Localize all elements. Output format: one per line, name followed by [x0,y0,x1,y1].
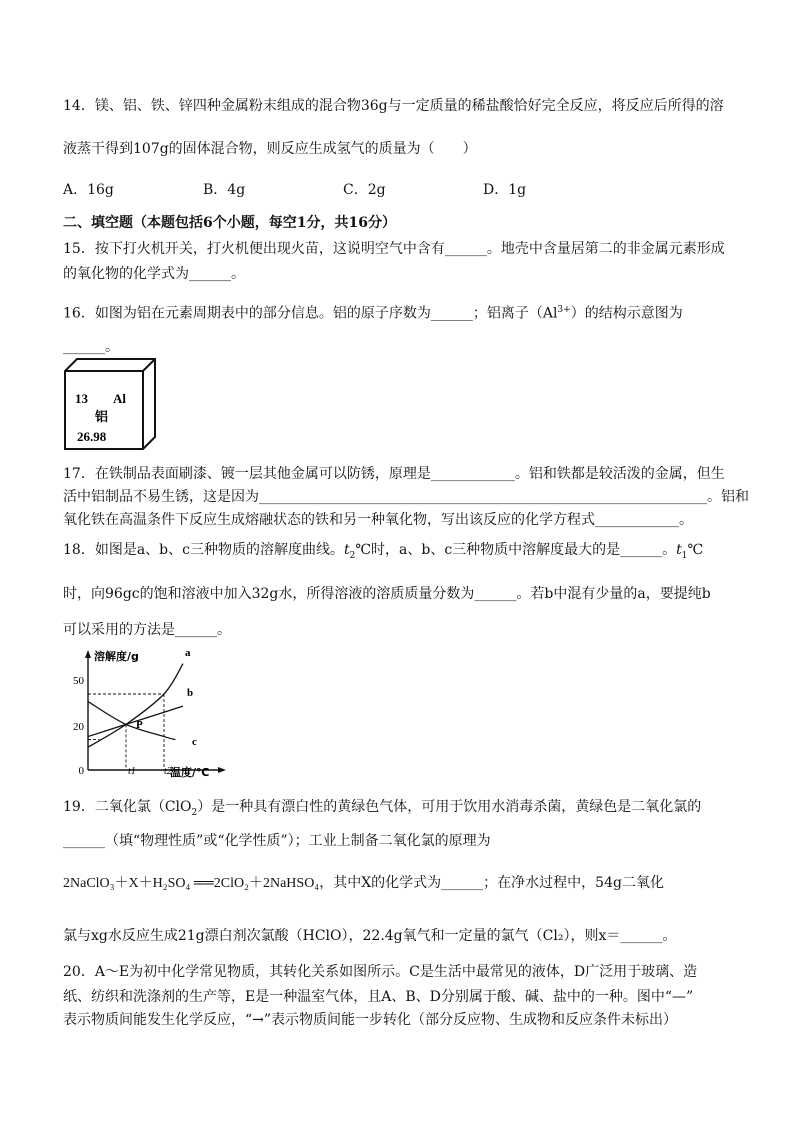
y-axis-label: 溶解度/g [94,650,139,663]
q18-text-b: ℃时，a、b、c三种物质中溶解度最大的是______。 [355,542,677,558]
element-symbol: Al [113,391,126,406]
q19-text-c: ，其中X的化学式为______；在净水过程中，54g二氧化 [319,875,664,891]
series-label-b: b [187,687,194,699]
q19-line4: 氯与xg水反应生成21g漂白剂次氯酸（HClO），22.4g氧气和一定量的氯气（Cl₂），则x＝______。 [63,928,677,944]
q18-line3: 可以采用的方法是______。 [63,622,231,638]
solubility-chart [66,648,230,780]
y-tick-50: 50 [73,675,84,687]
q14-option-a: A．16g [63,182,114,198]
element-mass: 26.98 [77,429,107,444]
q20-line2: 纸、纺织和洗涤剂的生产等，E是一种温室气体，且A、B、D分别属于酸、碱、盐中的一种。图中“—” [63,989,694,1005]
curves [88,664,183,748]
q16-line1 [63,300,683,324]
al-ion-symbol: Al [542,305,558,322]
q18-t1-sub: 1 [681,550,688,561]
q19-line2: ______（填“物理性质”或“化学性质”）；工业上制备二氧化氯的原理为 [63,833,491,849]
q15-line1: 15．按下打火机开关，打火机便出现火苗，这说明空气中含有______。地壳中含量居第二的非金属元素形成 [63,241,725,257]
q18-t1: t [676,542,682,558]
q18-t2-sub: 2 [349,550,356,561]
q17-line2: 活中铝制品不易生锈，这是因为________________________________________________________________。铝和 [63,489,749,505]
series-label-a: a [185,648,191,659]
q14-option-b: B．4g [203,182,246,198]
origin-label: 0 [78,765,84,777]
q19-equation: 2NaClO₃＋X＋H₂SO₄ ══2ClO₂＋2NaHSO₄ [63,876,320,891]
q20-line3: 表示物质间能发生化学反应，“→”表示物质间能一步转化（部分反应物、生成物和反应条件未标出） [63,1012,678,1028]
q15-line2: 的氧化物的化学式为______。 [63,266,245,282]
intersection-label: P [136,719,143,731]
q14-line2: 液蒸干得到107g的固体混合物，则反应生成氢气的质量为（ ） [63,141,477,157]
element-number: 13 [75,391,88,406]
series-label-c: c [192,736,197,748]
q17-line1: 17．在铁制品表面刷漆、镀一层其他金属可以防锈，原理是____________。铝和铁都是较活泼的金属，但生 [63,466,725,482]
q19-line3 [63,873,664,894]
q17-line3: 氧化铁在高温条件下反应生成熔融状态的铁和另一种氧化物，写出该反应的化学方程式____________。 [63,512,693,528]
q20-line1: 20．A～E为初中化学常见物质，其转化关系如图所示。C是生活中最常见的液体，D广泛用于玻璃、造 [63,964,698,980]
q19-text-a: 19．二氧化氯（ [63,799,165,815]
element-name: 铝 [95,410,109,425]
x-tick-t1: t1 [128,766,136,777]
guide-lines [88,694,164,770]
q16-line2: ______。 [63,339,119,355]
y-axis-arrow [85,650,91,658]
x-tick-t2: t2 [164,766,172,777]
q19-clo2: ClO [164,799,192,815]
section-title: 二、填空题（本题包括6个小题，每空1分，共16分） [63,215,396,231]
q19-clo2-sub: 2 [191,807,198,818]
q14-line1: 14．镁、铝、铁、锌四种金属粉末组成的混合物36g与一定质量的稀盐酸恰好完全反应，将反应后所得的溶 [63,98,724,114]
x-axis-arrow [218,767,226,773]
q18-text-a: 18．如图是a、b、c三种物质的溶解度曲线。 [63,542,344,558]
q18-line1 [63,540,703,566]
al-ion-charge: 3+ [557,305,571,315]
curve-a [88,664,183,748]
q18-text-c: ℃ [687,542,704,558]
q19-line1 [63,797,701,823]
q19-text-b: ）是一种具有漂白性的黄绿色气体，可用于饮用水消毒杀菌，黄绿色是二氧化氯的 [197,799,702,815]
element-cell-figure [63,357,158,452]
q14-option-c: C．2g [343,182,386,198]
q14-option-d: D．1g [483,182,527,198]
y-tick-20: 20 [73,721,84,733]
q16-text-b: ）的结构示意图为 [570,305,683,322]
q18-t2: t [343,542,350,558]
q16-text-a: 16．如图为铝在元素周期表中的部分信息。铝的原子序数为______；铝离子（ [63,305,543,322]
x-axis-label: 温度/℃ [170,766,210,779]
q18-line2: 时，向96gc的饱和溶液中加入32g水，所得溶液的溶质质量分数为______。若b中混有少量的a，要提纯b [63,586,711,602]
